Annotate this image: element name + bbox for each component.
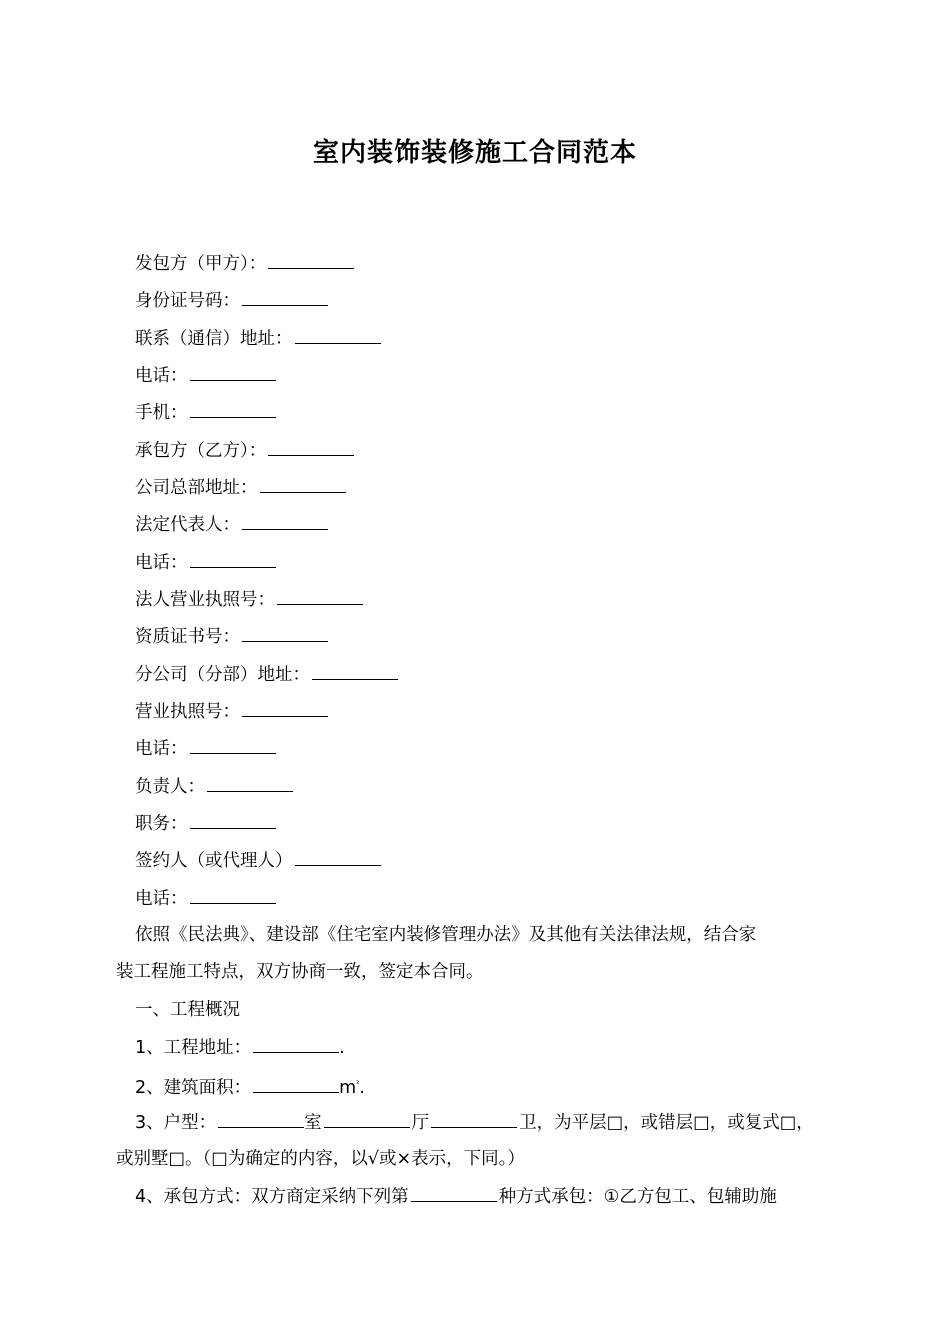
fill-blank[interactable] <box>242 624 328 642</box>
item-building-area <box>135 1072 365 1100</box>
field-label: 法定代表人： <box>135 515 240 535</box>
item-project-address <box>135 1035 345 1060</box>
field-label: 签约人（或代理人） <box>135 851 293 871</box>
fill-blank[interactable] <box>190 886 276 904</box>
item-suffix: . <box>359 1077 365 1098</box>
fill-blank[interactable] <box>260 475 346 493</box>
fill-blank[interactable] <box>190 400 276 418</box>
fill-blank[interactable] <box>242 288 328 306</box>
fill-blank[interactable] <box>268 438 354 456</box>
fill-blank[interactable] <box>190 736 276 754</box>
field-label: 电话： <box>135 739 188 759</box>
field-business-license <box>135 587 363 612</box>
field-label: 电话： <box>135 889 188 909</box>
field-phone-branch <box>135 736 276 761</box>
item-label: 4、承包方式：双方商定采纳下列第 <box>135 1187 409 1207</box>
item-suffix: . <box>339 1038 345 1058</box>
field-label: 承包方（乙方）： <box>135 441 267 461</box>
item-house-type <box>135 1110 814 1135</box>
field-party-b <box>135 438 354 463</box>
field-person-in-charge <box>135 774 293 799</box>
field-label: 负责人： <box>135 777 205 797</box>
field-id-number <box>135 288 328 313</box>
fill-blank[interactable] <box>218 1110 304 1128</box>
fill-blank[interactable] <box>295 326 381 344</box>
field-label: 身份证号码： <box>135 291 240 311</box>
field-branch-address <box>135 662 398 687</box>
item-label: 1、工程地址： <box>135 1038 252 1058</box>
field-label: 电话： <box>135 366 188 386</box>
field-phone-signatory <box>135 886 276 911</box>
field-label: 发包方（甲方）： <box>135 254 267 274</box>
section-heading: 一、工程概况 <box>135 1000 240 1020</box>
field-hq-address <box>135 475 346 500</box>
field-label: 职务： <box>135 814 188 834</box>
bath-and-floor-options: 卫，为平层□，或错层□，或复式□， <box>519 1113 814 1133</box>
room-label: 室 <box>304 1113 322 1133</box>
fill-blank[interactable] <box>277 587 363 605</box>
field-signatory <box>135 848 381 873</box>
field-label: 资质证书号： <box>135 627 240 647</box>
field-branch-license <box>135 699 328 724</box>
fill-blank[interactable] <box>312 662 398 680</box>
field-legal-rep <box>135 512 328 537</box>
field-label: 法人营业执照号： <box>135 590 275 610</box>
field-party-a <box>135 251 354 276</box>
field-label: 分公司（分部）地址： <box>135 665 310 685</box>
intro-paragraph-line1: 依照《民法典》、建设部《住宅室内装修管理办法》及其他有关法律法规，结合家 <box>135 925 757 945</box>
area-unit: m <box>339 1077 357 1098</box>
fill-blank[interactable] <box>295 848 381 866</box>
fill-blank[interactable] <box>431 1110 517 1128</box>
fill-blank[interactable] <box>253 1075 339 1093</box>
item-contract-method <box>135 1184 777 1209</box>
fill-blank[interactable] <box>190 811 276 829</box>
field-mobile <box>135 400 276 425</box>
field-label: 联系（通信）地址： <box>135 329 293 349</box>
item-house-type-line2: 或别墅□。（□为确定的内容，以√或×表示，下同。） <box>116 1149 525 1169</box>
fill-blank[interactable] <box>190 550 276 568</box>
document-title: 室内装饰装修施工合同范本 <box>312 138 637 168</box>
field-label: 营业执照号： <box>135 702 240 722</box>
field-qualification-cert <box>135 624 328 649</box>
fill-blank[interactable] <box>242 512 328 530</box>
fill-blank[interactable] <box>268 251 354 269</box>
intro-paragraph-line2: 装工程施工特点，双方协商一致，签定本合同。 <box>116 962 484 982</box>
field-contact-address <box>135 326 381 351</box>
fill-blank[interactable] <box>207 774 293 792</box>
field-phone-b <box>135 550 276 575</box>
fill-blank[interactable] <box>411 1184 497 1202</box>
field-label: 公司总部地址： <box>135 478 258 498</box>
fill-blank[interactable] <box>242 699 328 717</box>
fill-blank[interactable] <box>253 1035 339 1053</box>
item-label: 3、户型： <box>135 1113 217 1133</box>
field-position <box>135 811 276 836</box>
item-rest: 种方式承包：①乙方包工、包辅助施 <box>498 1187 777 1207</box>
field-phone-a <box>135 363 276 388</box>
field-label: 电话： <box>135 553 188 573</box>
hall-label: 厅 <box>411 1113 430 1133</box>
area-unit-superscript: ² <box>356 1079 360 1088</box>
fill-blank[interactable] <box>190 363 276 381</box>
field-label: 手机： <box>135 403 188 423</box>
fill-blank[interactable] <box>324 1110 410 1128</box>
item-label: 2、建筑面积： <box>135 1077 252 1098</box>
